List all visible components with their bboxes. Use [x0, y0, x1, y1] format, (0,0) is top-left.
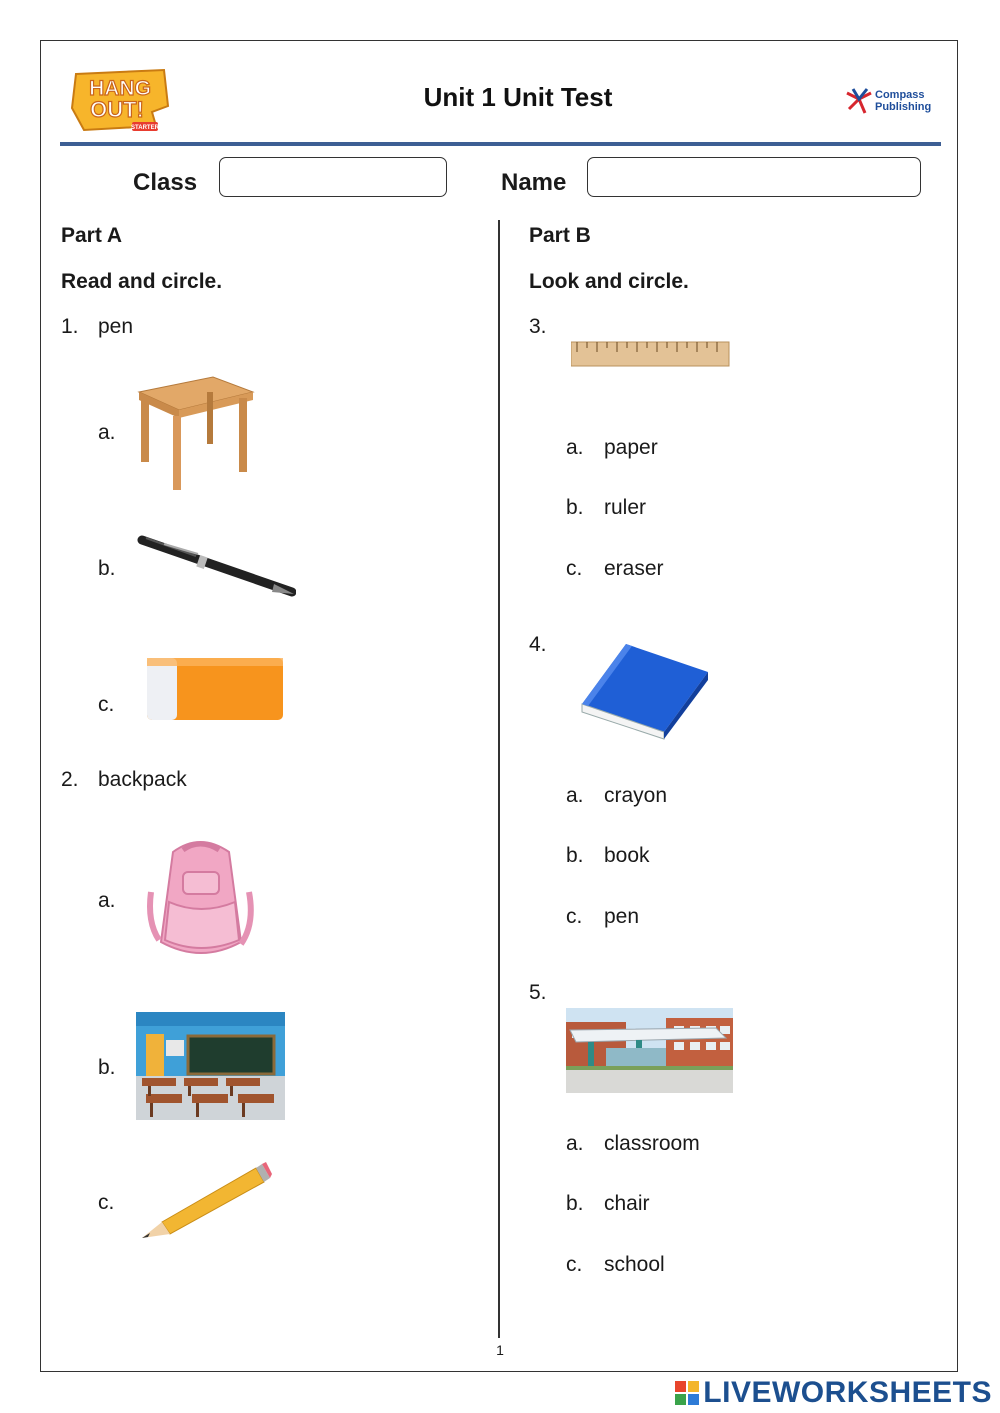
q5-option-c-letter: c. — [566, 1253, 583, 1276]
liveworksheets-text: LIVEWORKSHEETS — [703, 1376, 992, 1409]
question-5-school-image — [566, 1008, 733, 1093]
q4-option-c-letter: c. — [566, 905, 583, 928]
question-1-word: pen — [98, 315, 134, 338]
q1-option-a-letter: a. — [98, 421, 116, 444]
q4-option-b-word[interactable]: book — [604, 844, 650, 867]
part-b-instruction: Look and circle. — [529, 270, 689, 293]
page-title: Unit 1 Unit Test — [423, 82, 613, 112]
question-1-number: 1. — [61, 315, 79, 338]
q1-option-b-pen-image[interactable] — [136, 530, 296, 600]
column-divider — [498, 220, 500, 1338]
q2-option-a-letter: a. — [98, 889, 116, 912]
q4-option-b-letter: b. — [566, 844, 584, 867]
question-2-number: 2. — [61, 768, 79, 791]
question-4-number: 4. — [529, 633, 547, 656]
name-label: Name — [501, 169, 567, 196]
q2-option-b-letter: b. — [98, 1056, 116, 1079]
name-field[interactable] — [587, 157, 921, 197]
q5-option-b-letter: b. — [566, 1192, 584, 1215]
q3-option-b-letter: b. — [566, 496, 584, 519]
q1-option-c-eraser-image[interactable] — [143, 650, 285, 722]
svg-text:Publishing: Publishing — [875, 101, 932, 113]
q4-option-a-word[interactable]: crayon — [604, 784, 668, 807]
q3-option-c-letter: c. — [566, 557, 583, 580]
page-number: 1 — [496, 1342, 504, 1358]
header-rule — [60, 142, 941, 146]
liveworksheets-watermark — [675, 1376, 992, 1410]
q5-option-a-letter: a. — [566, 1132, 584, 1155]
q5-option-c-word[interactable]: school — [604, 1253, 665, 1276]
part-b-heading: Part B — [529, 224, 591, 247]
q5-option-a-word[interactable]: classroom — [604, 1132, 700, 1155]
class-label: Class — [133, 169, 198, 196]
liveworksheets-logo-icon — [675, 1379, 699, 1403]
q5-option-b-word[interactable]: chair — [604, 1192, 650, 1215]
q3-option-c-word[interactable]: eraser — [604, 557, 664, 580]
class-field[interactable] — [219, 157, 447, 197]
q2-option-c-pencil-image[interactable] — [138, 1160, 274, 1240]
question-5-number: 5. — [529, 981, 547, 1004]
svg-text:STARTER: STARTER — [131, 125, 159, 131]
svg-text:HANG: HANG — [89, 77, 151, 100]
q3-option-a-letter: a. — [566, 436, 584, 459]
q4-option-c-word[interactable]: pen — [604, 905, 640, 928]
q2-option-a-backpack-image[interactable] — [143, 832, 258, 967]
question-3-number: 3. — [529, 315, 547, 338]
question-3-ruler-image — [571, 340, 731, 368]
q4-option-a-letter: a. — [566, 784, 584, 807]
svg-text:OUT!: OUT! — [90, 97, 144, 122]
part-a-heading: Part A — [61, 224, 123, 247]
q3-option-b-word[interactable]: ruler — [604, 496, 647, 519]
compass-publishing-logo — [845, 85, 940, 115]
q1-option-b-letter: b. — [98, 557, 116, 580]
question-2-word: backpack — [98, 768, 187, 791]
q3-option-a-word[interactable]: paper — [604, 436, 658, 459]
q1-option-a-table-image[interactable] — [133, 372, 258, 492]
part-a-instruction: Read and circle. — [61, 270, 223, 293]
q1-option-c-letter: c. — [98, 693, 115, 716]
q2-option-b-classroom-image[interactable] — [136, 1012, 285, 1120]
svg-text:Compass: Compass — [875, 89, 925, 101]
q2-option-c-letter: c. — [98, 1191, 115, 1214]
question-4-book-image — [580, 642, 710, 740]
